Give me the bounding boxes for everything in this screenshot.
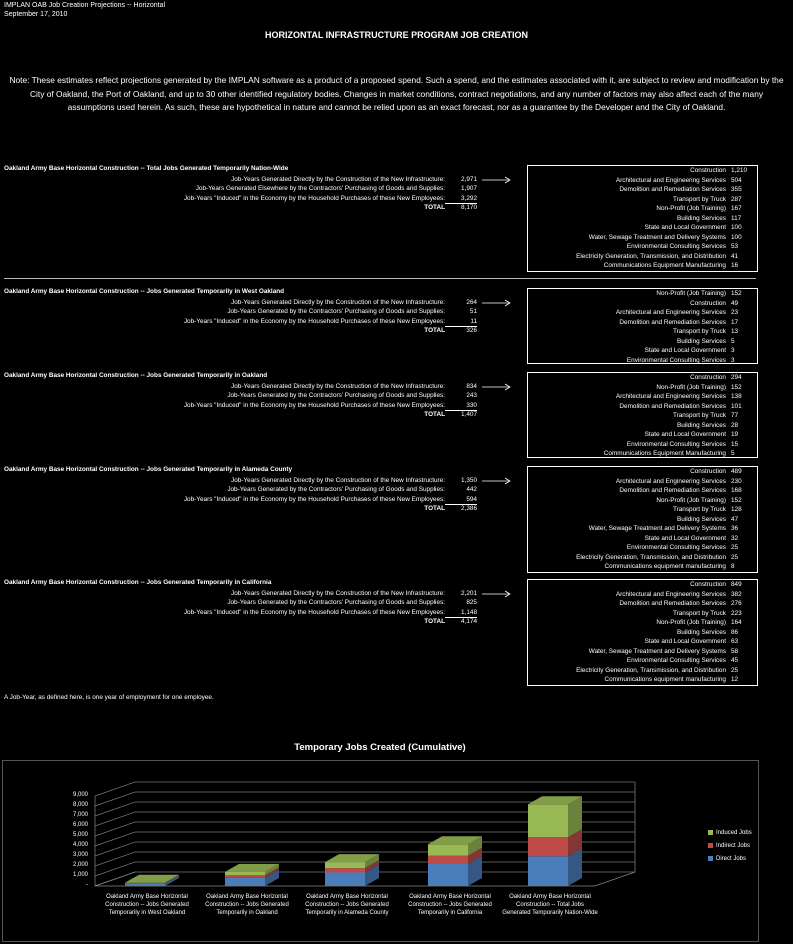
section-title: Oakland Army Base Horizontal Construction -- Jobs Generated Temporarily in Oakland [4,372,268,379]
y-tick-label: - [86,882,88,888]
industry-row [528,562,757,572]
x-category-label: Oakland Army Base Horizontal Construction -- Jobs Generated Temporarily in West Oakland [105,894,189,916]
legend-item-indirect [708,843,752,856]
disclaimer-note: Note: These estimates reflect projections generated by the IMPLAN software as a product of a proposed spend. Such a spend, and the estimates associated with it, are subject to review and modification by the City of Oakland, the Port of Oakland, and up to 30 other identified regulatory bodies. Changes in market conditions, contract negotiations, and any number of factors may also affect each of the many assumptions used herein. As such, these are hypothetical in nature and cannot be relied upon as an exact forecast, nor as a guarantee by the Developer and the City of Oakland. [9,75,784,112]
job-row-value: 264 [466,298,477,306]
job-row-label: Job-Years Generated Directly by the Construction of the New Infrastructure: [231,476,445,484]
industry-row [528,337,757,347]
y-tick-label: 7,000 [72,812,88,818]
industry-value: 504 [731,176,742,184]
job-row-label: Job-Years Generated Directly by the Construction of the New Infrastructure: [231,589,445,597]
job-row-value: 1,350 [461,476,477,484]
industry-row [528,449,757,459]
industry-name: Construction [690,167,726,174]
industry-name: Construction [690,374,726,381]
industry-row [528,383,757,393]
job-row-label: Job-Years Generated by the Contractors' Purchasing of Goods and Supplies: [227,308,445,316]
industry-row [528,289,757,299]
industry-name: Communications equipment manufacturing [604,563,726,570]
industry-breakdown-box [527,466,758,573]
job-row-label: Job-Years Generated by the Contractors' Purchasing of Goods and Supplies: [227,599,445,607]
bar-segment-indirect-jobs [225,875,265,878]
industry-name: Non-Profit (Job Training) [656,290,726,297]
industry-name: Building Services [676,337,726,345]
industry-value: 23 [731,309,739,316]
y-tick-label: 8,000 [72,802,88,808]
section-title: Oakland Army Base Horizontal Construction -- Jobs Generated Temporarily in West Oakland [4,288,285,295]
industry-row [528,496,757,506]
industry-name: Non-Profit (Job Training) [656,205,726,212]
industry-row [528,666,757,676]
industry-name: Transport by Truck [672,328,726,335]
job-row-value: 1,407 [461,411,477,419]
industry-row [528,392,757,402]
industry-row [528,477,757,487]
industry-row [528,176,757,186]
industry-name: Non-Profit (Job Training) [656,496,726,504]
industry-value: 1,210 [731,167,747,174]
industry-row [528,430,757,440]
industry-value: 19 [731,431,739,438]
legend-item-direct [708,856,752,869]
industry-row [528,421,757,431]
job-row-label: TOTAL [424,204,445,212]
industry-name: Communications equipment manufacturing [604,676,726,683]
industry-row [528,223,757,233]
y-tick-label: 9,000 [72,792,88,798]
industry-value: 167 [731,205,742,212]
industry-value: 13 [731,328,739,335]
industry-value: 152 [731,290,742,297]
job-row-label: Job-Years "Induced" in the Economy by the Household Purchases of these New Employees: [183,194,445,202]
x-category-label: Oakland Army Base Horizontal Construction -- Jobs Generated Temporarily in California [408,894,492,916]
industry-name: Electricity Generation, Transmission, and Distribution [576,666,726,674]
arrow-right-icon [480,382,512,392]
industry-row [528,543,757,553]
job-row-value: 834 [466,382,477,390]
industry-name: State and Local Government [644,638,726,645]
chart-legend [708,830,752,869]
industry-value: 152 [731,496,742,504]
y-tick-label: 4,000 [72,842,88,848]
industry-value: 45 [731,657,739,664]
industry-name: Architectural and Engineering Services [615,309,726,316]
industry-name: Electricity Generation, Transmission, and Distribution [576,553,726,561]
report-header [4,1,165,19]
legend-label: Induced Jobs [716,830,752,837]
industry-name: Environmental Consulting Services [626,440,726,448]
industry-value: 25 [731,553,739,561]
bar-segment-direct-jobs [225,878,265,886]
job-row-value: 594 [445,495,477,506]
bar-segment-indirect-jobs [528,837,568,856]
job-row-label: Job-Years "Induced" in the Economy by the Household Purchases of these New Employees: [183,495,445,503]
industry-value: 3 [731,356,735,364]
gridline [95,782,635,796]
industry-name: Transport by Truck [672,195,726,203]
industry-name: Environmental Consulting Services [626,243,726,250]
job-row-label: Job-Years Generated Directly by the Construction of the New Infrastructure: [231,175,445,183]
industry-row [528,242,757,252]
industry-name: Non-Profit (Job Training) [656,619,726,626]
job-row-label: TOTAL [424,327,445,335]
industry-value: 25 [731,666,739,674]
industry-value: 168 [731,487,742,494]
industry-value: 849 [731,581,742,588]
industry-value: 77 [731,412,739,419]
job-row-label: Job-Years "Induced" in the Economy by the Household Purchases of these New Employees: [183,401,445,409]
industry-value: 32 [731,534,739,542]
job-row-value: 243 [466,392,477,400]
industry-name: Building Services [676,214,726,222]
industry-row [528,515,757,525]
industry-row [528,467,757,477]
y-tick-label: 6,000 [72,822,88,828]
industry-row [528,346,757,356]
industry-name: Environmental Consulting Services [626,544,726,551]
arrow-right-icon [480,476,512,486]
industry-name: Architectural and Engineering Services [615,590,726,598]
industry-name: State and Local Government [644,534,726,542]
industry-name: Construction [690,299,726,307]
bar-segment-induced-jobs [325,862,365,868]
industry-value: 86 [731,628,739,636]
industry-row [528,524,757,534]
industry-row [528,590,757,600]
chart-title: Temporary Jobs Created (Cumulative) [294,742,466,753]
bar-segment-indirect-jobs [125,883,165,884]
industry-name: State and Local Government [644,431,726,438]
industry-row [528,675,757,685]
industry-value: 164 [731,619,742,626]
legend-swatch [708,856,713,861]
job-row-label: Job-Years Generated Directly by the Construction of the New Infrastructure: [231,382,445,390]
industry-name: Transport by Truck [672,506,726,513]
industry-value: 230 [731,477,742,485]
industry-name: Architectural and Engineering Services [615,176,726,184]
industry-value: 100 [731,224,742,231]
job-row-value: 11 [445,317,477,328]
industry-value: 152 [731,383,742,391]
industry-row [528,505,757,515]
industry-row [528,628,757,638]
industry-row [528,308,757,318]
industry-value: 12 [731,676,739,683]
job-row-label: Job-Years Generated by the Contractors' Purchasing of Goods and Supplies: [227,392,445,400]
job-row-value: 442 [466,486,477,494]
job-row-label: Job-Years Generated by the Contractors' Purchasing of Goods and Supplies: [227,486,445,494]
bar-segment-direct-jobs [125,883,165,886]
y-tick-label: 5,000 [72,832,88,838]
industry-value: 63 [731,638,739,645]
industry-row [528,204,757,214]
industry-name: Demolition and Remediation Services [619,318,726,326]
industry-row [528,647,757,657]
industry-row [528,440,757,450]
industry-value: 100 [731,233,742,241]
y-tick-label: 3,000 [72,852,88,858]
industry-value: 47 [731,515,739,523]
industry-value: 5 [731,450,735,457]
industry-name: Environmental Consulting Services [626,356,726,364]
industry-row [528,185,757,195]
industry-name: State and Local Government [644,347,726,354]
industry-name: State and Local Government [644,224,726,231]
bar-segment-induced-jobs [528,804,568,837]
industry-value: 223 [731,609,742,617]
job-row-value: 326 [466,327,477,335]
job-row-label: Job-Years "Induced" in the Economy by the Household Purchases of these New Employees: [183,608,445,616]
industry-name: Building Services [676,628,726,636]
job-row-label: TOTAL [424,618,445,626]
legend-item-induced [708,830,752,843]
report-header-date: September 17, 2010 [4,11,68,18]
job-row-value: 825 [466,599,477,607]
industry-value: 117 [731,214,742,222]
industry-name: Water, Sewage Treatment and Delivery Systems [588,233,726,241]
section-divider [4,278,756,279]
bar-segment-direct-jobs [325,873,365,887]
bar-segment-induced-jobs [225,872,265,875]
industry-name: Demolition and Remediation Services [619,402,726,410]
industry-row [528,534,757,544]
industry-name: Building Services [676,421,726,429]
industry-value: 25 [731,544,739,551]
industry-name: Architectural and Engineering Services [615,477,726,485]
industry-value: 276 [731,600,742,607]
industry-name: Water, Sewage Treatment and Delivery Systems [588,647,726,655]
industry-row [528,599,757,609]
industry-breakdown-box [527,579,758,686]
bar-segment-indirect-jobs [428,856,468,864]
industry-name: Demolition and Remediation Services [619,600,726,607]
industry-row [528,486,757,496]
job-row-value: 2,386 [461,505,477,513]
industry-value: 16 [731,262,739,269]
bar-segment-induced-jobs [428,844,468,855]
industry-row [528,402,757,412]
industry-value: 58 [731,647,739,655]
industry-row [528,553,757,563]
industry-row [528,356,757,366]
report-header-title: IMPLAN OAB Job Creation Projections -- Horizontal [4,2,166,9]
section-title: Oakland Army Base Horizontal Construction -- Total Jobs Generated Temporarily Nation-Wide [4,165,289,172]
industry-value: 489 [731,468,742,475]
industry-name: Environmental Consulting Services [626,657,726,664]
job-row-value: 1,148 [445,608,477,619]
job-row-value: 2,971 [461,175,477,183]
bar-segment-direct-jobs [528,856,568,886]
industry-value: 8 [731,563,735,570]
x-category-label: Oakland Army Base Horizontal Construction -- Total Jobs Generated Temporarily Nation-Wide [502,894,598,916]
bar-segment-direct-jobs [428,864,468,886]
industry-name: Water, Sewage Treatment and Delivery Systems [588,525,726,532]
industry-value: 294 [731,374,742,381]
industry-row [528,261,757,271]
industry-value: 128 [731,506,742,513]
job-row-label: Job-Years "Induced" in the Economy by the Household Purchases of these New Employees: [183,317,445,325]
industry-value: 28 [731,421,739,429]
industry-row [528,618,757,628]
industry-row [528,327,757,337]
legend-label: Direct Jobs [716,856,747,863]
industry-name: Transport by Truck [672,609,726,617]
industry-row [528,373,757,383]
industry-row [528,214,757,224]
industry-name: Construction [690,581,726,588]
industry-name: Communications Equipment Manufacturing [603,262,726,269]
legend-swatch [708,843,713,848]
industry-row [528,195,757,205]
industry-value: 5 [731,337,735,345]
industry-name: Communications Equipment Manufacturing [603,450,726,457]
job-row-label: Job-Years Generated Directly by the Construction of the New Infrastructure: [231,298,445,306]
industry-name: Transport by Truck [672,412,726,419]
arrow-right-icon [480,298,512,308]
industry-value: 382 [731,590,742,598]
section-title: Oakland Army Base Horizontal Construction -- Jobs Generated Temporarily in California [4,579,272,586]
industry-row [528,609,757,619]
arrow-right-icon [480,175,512,185]
job-row-value: 3,292 [445,194,477,205]
industry-row [528,411,757,421]
industry-value: 53 [731,243,739,250]
industry-name: Demolition and Remediation Services [619,186,726,193]
industry-row [528,233,757,243]
job-row-label: TOTAL [424,411,445,419]
y-tick-label: 2,000 [72,862,88,868]
section-title: Oakland Army Base Horizontal Construction -- Jobs Generated Temporarily in Alameda County [4,466,293,473]
industry-name: Construction [690,468,726,475]
industry-name: Building Services [676,515,726,523]
industry-value: 49 [731,299,739,307]
industry-name: Architectural and Engineering Services [615,393,726,400]
industry-row [528,166,757,176]
job-row-value: 51 [469,308,477,316]
industry-row [528,299,757,309]
footnote: A Job-Year, as defined here, is one year of employment for one employee. [4,694,214,701]
job-row-value: 1,907 [461,185,477,193]
industry-breakdown-box [527,288,758,364]
legend-swatch [708,830,713,835]
x-category-label: Oakland Army Base Horizontal Construction -- Jobs Generated Temporarily in Alameda County [305,894,389,916]
industry-row [528,252,757,262]
job-row-value: 2,201 [461,589,477,597]
industry-value: 3 [731,347,735,354]
industry-value: 41 [731,252,739,260]
industry-breakdown-box [527,165,758,272]
job-row-label: Job-Years Generated Elsewhere by the Contractors' Purchasing of Goods and Supplies: [195,185,445,193]
job-row-label: TOTAL [424,505,445,513]
industry-row [528,656,757,666]
x-category-label: Oakland Army Base Horizontal Construction -- Jobs Generated Temporarily in Oakland [205,894,289,916]
industry-row [528,637,757,647]
industry-breakdown-box [527,372,758,458]
job-row-value: 4,174 [461,618,477,626]
page-title: HORIZONTAL INFRASTRUCTURE PROGRAM JOB CREATION [265,30,528,40]
industry-row [528,580,757,590]
job-row-value: 8,170 [461,204,477,212]
bar-segment-indirect-jobs [325,868,365,872]
industry-value: 287 [731,195,742,203]
industry-value: 36 [731,525,739,532]
legend-label: Indirect Jobs [716,843,751,850]
industry-value: 101 [731,402,742,410]
industry-row [528,318,757,328]
y-tick-label: 1,000 [72,872,88,878]
industry-value: 138 [731,393,742,400]
industry-value: 355 [731,186,742,193]
industry-value: 15 [731,440,739,448]
job-row-value: 330 [445,401,477,412]
industry-name: Electricity Generation, Transmission, and Distribution [576,252,726,260]
industry-name: Demolition and Remediation Services [619,487,726,494]
industry-value: 17 [731,318,739,326]
arrow-right-icon [480,589,512,599]
industry-name: Non-Profit (Job Training) [656,383,726,391]
